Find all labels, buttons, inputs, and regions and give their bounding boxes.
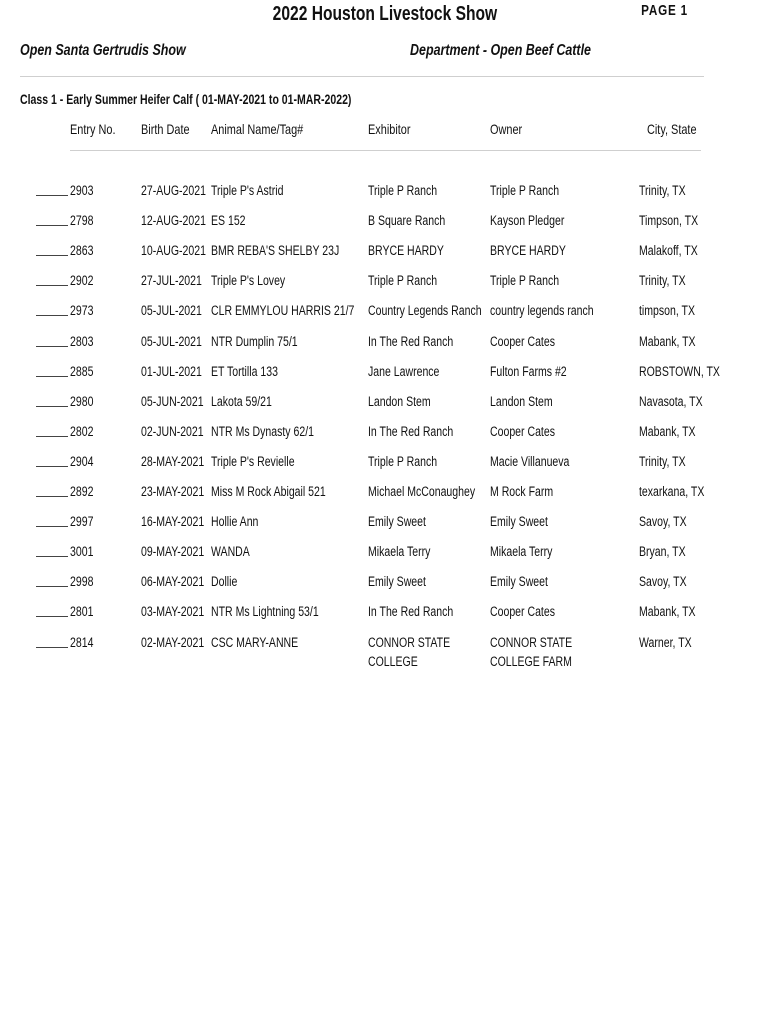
animal-name: Triple P's Lovey	[211, 273, 286, 289]
table-row	[0, 452, 770, 482]
birth-date: 05-JUL-2021	[141, 333, 202, 349]
entry-number: 2798	[70, 213, 94, 229]
checkoff-blank	[36, 647, 68, 648]
checkoff-blank	[36, 406, 68, 407]
exhibitor-name: Triple P Ranch	[368, 273, 438, 289]
checkoff-blank	[36, 436, 68, 437]
owner-name: Emily Sweet	[490, 574, 548, 590]
entry-number: 2902	[70, 273, 94, 289]
table-row	[0, 542, 770, 572]
entry-number: 2980	[70, 393, 94, 409]
birth-date: 09-MAY-2021	[141, 544, 205, 560]
table-row	[0, 301, 770, 331]
entry-number: 2903	[70, 183, 94, 198]
checkoff-blank	[36, 586, 68, 587]
city-state: Mabank, TX	[639, 604, 696, 620]
owner-name: Cooper Cates	[490, 333, 555, 349]
checkoff-blank	[36, 285, 68, 286]
city-state: Mabank, TX	[639, 423, 696, 439]
owner-name: Mikaela Terry	[490, 544, 553, 560]
entry-number: 2904	[70, 453, 94, 469]
city-state: texarkana, TX	[639, 484, 705, 499]
exhibitor-name: Mikaela Terry	[368, 544, 431, 560]
table-row	[0, 362, 770, 392]
city-state: Savoy, TX	[639, 514, 687, 530]
city-state: Trinity, TX	[639, 183, 686, 198]
page-number-label: PAGE 1	[641, 2, 688, 19]
checkoff-blank	[36, 496, 68, 497]
entry-number: 2885	[70, 363, 94, 379]
table-row	[0, 602, 770, 632]
owner-name: Triple P Ranch	[490, 183, 560, 198]
city-state: ROBSTOWN, TX	[639, 363, 720, 379]
exhibitor-name: Triple P Ranch	[368, 453, 438, 469]
entry-number: 2803	[70, 333, 94, 349]
birth-date: 06-MAY-2021	[141, 574, 205, 590]
checkoff-blank	[36, 376, 68, 377]
exhibitor-name: Emily Sweet	[368, 574, 426, 590]
city-state: Timpson, TX	[639, 213, 699, 229]
animal-name: NTR Dumplin 75/1	[211, 333, 298, 349]
column-header-entry: Entry No.	[70, 121, 116, 137]
table-row	[0, 572, 770, 602]
department-name: Department - Open Beef Cattle	[410, 42, 591, 59]
entry-number: 2801	[70, 604, 94, 620]
animal-name: Triple P's Revielle	[211, 453, 295, 469]
city-state: Mabank, TX	[639, 333, 696, 349]
checkoff-blank	[36, 526, 68, 527]
entry-number: 2997	[70, 514, 94, 530]
exhibitor-name: In The Red Ranch	[368, 423, 454, 439]
birth-date: 05-JUL-2021	[141, 303, 202, 319]
animal-name: Hollie Ann	[211, 514, 259, 530]
owner-name: country legends ranch	[490, 303, 594, 319]
checkoff-blank	[36, 466, 68, 467]
animal-name: BMR REBA'S SHELBY 23J	[211, 243, 340, 259]
city-state: Bryan, TX	[639, 544, 686, 560]
animal-name: Dollie	[211, 574, 238, 590]
owner-name: Fulton Farms #2	[490, 363, 567, 379]
entry-number: 2973	[70, 303, 94, 319]
birth-date: 16-MAY-2021	[141, 514, 205, 530]
animal-name: CLR EMMYLOU HARRIS 21/7	[211, 303, 355, 319]
city-state: Warner, TX	[639, 634, 692, 650]
checkoff-blank	[36, 255, 68, 256]
birth-date: 03-MAY-2021	[141, 604, 205, 620]
table-row	[0, 482, 770, 512]
column-header-animal: Animal Name/Tag#	[211, 121, 304, 137]
column-header-owner: Owner	[490, 121, 523, 137]
owner-name: Macie Villanueva	[490, 453, 570, 469]
exhibitor-name: Jane Lawrence	[368, 363, 440, 379]
animal-name: Triple P's Astrid	[211, 183, 284, 198]
table-row	[0, 241, 770, 271]
city-state: Trinity, TX	[639, 273, 686, 289]
city-state: Malakoff, TX	[639, 243, 698, 259]
table-row	[0, 271, 770, 301]
entry-number: 3001	[70, 544, 94, 560]
exhibitor-name: Michael McConaughey	[368, 484, 476, 499]
exhibitor-name: In The Red Ranch	[368, 604, 454, 620]
exhibitor-name: In The Red Ranch	[368, 333, 454, 349]
checkoff-blank	[36, 556, 68, 557]
exhibitor-name: B Square Ranch	[368, 213, 446, 229]
exhibitor-name: CONNOR STATE COLLEGE	[368, 634, 451, 669]
table-row	[0, 633, 770, 669]
class-title: Class 1 - Early Summer Heifer Calf ( 01-MAY-2021 to 01-MAR-2022)	[20, 92, 352, 107]
birth-date: 12-AUG-2021	[141, 213, 206, 229]
birth-date: 28-MAY-2021	[141, 453, 205, 469]
city-state: Trinity, TX	[639, 453, 686, 469]
checkoff-blank	[36, 346, 68, 347]
exhibitor-name: Country Legends Ranch	[368, 303, 482, 319]
birth-date: 01-JUL-2021	[141, 363, 202, 379]
owner-name: Cooper Cates	[490, 604, 555, 620]
animal-name: CSC MARY-ANNE	[211, 634, 299, 650]
birth-date: 23-MAY-2021	[141, 484, 205, 499]
table-row	[0, 181, 770, 211]
column-header-birth-date: Birth Date	[141, 121, 190, 137]
exhibitor-name: Emily Sweet	[368, 514, 426, 530]
owner-name: CONNOR STATE COLLEGE FARM	[490, 634, 573, 669]
table-row	[0, 512, 770, 542]
city-state: timpson, TX	[639, 303, 695, 319]
table-row	[0, 332, 770, 362]
owner-name: Triple P Ranch	[490, 273, 560, 289]
owner-name: BRYCE HARDY	[490, 243, 566, 259]
entry-number: 2998	[70, 574, 94, 590]
exhibitor-name: Triple P Ranch	[368, 183, 438, 198]
owner-name: M Rock Farm	[490, 484, 554, 499]
table-row	[0, 392, 770, 422]
report-title: 2022 Houston Livestock Show	[272, 3, 498, 25]
exhibitor-name: Landon Stem	[368, 393, 431, 409]
birth-date: 27-AUG-2021	[141, 183, 206, 198]
table-row	[0, 211, 770, 241]
birth-date: 27-JUL-2021	[141, 273, 202, 289]
column-header-city-state: City, State	[647, 121, 697, 137]
owner-name: Kayson Pledger	[490, 213, 565, 229]
entry-number: 2802	[70, 423, 94, 439]
exhibitor-name: BRYCE HARDY	[368, 243, 444, 259]
entry-number: 2892	[70, 484, 94, 499]
owner-name: Landon Stem	[490, 393, 553, 409]
city-state: Savoy, TX	[639, 574, 687, 590]
entry-number: 2863	[70, 243, 94, 259]
birth-date: 02-MAY-2021	[141, 634, 205, 650]
column-header-exhibitor: Exhibitor	[368, 121, 411, 137]
owner-name: Cooper Cates	[490, 423, 555, 439]
show-name: Open Santa Gertrudis Show	[20, 42, 186, 59]
table-row	[0, 422, 770, 452]
checkoff-blank	[36, 315, 68, 316]
animal-name: WANDA	[211, 544, 250, 560]
header-divider	[20, 76, 704, 77]
entry-number: 2814	[70, 634, 94, 650]
checkoff-blank	[36, 195, 68, 196]
checkoff-blank	[36, 616, 68, 617]
city-state: Navasota, TX	[639, 393, 703, 409]
animal-name: Lakota 59/21	[211, 393, 272, 409]
birth-date: 05-JUN-2021	[141, 393, 204, 409]
column-header-divider	[70, 150, 701, 151]
checkoff-blank	[36, 225, 68, 226]
animal-name: NTR Ms Lightning 53/1	[211, 604, 319, 620]
animal-name: ET Tortilla 133	[211, 363, 278, 379]
owner-name: Emily Sweet	[490, 514, 548, 530]
animal-name: ES 152	[211, 213, 246, 229]
animal-name: NTR Ms Dynasty 62/1	[211, 423, 314, 439]
birth-date: 02-JUN-2021	[141, 423, 204, 439]
birth-date: 10-AUG-2021	[141, 243, 206, 259]
animal-name: Miss M Rock Abigail 521	[211, 484, 326, 499]
